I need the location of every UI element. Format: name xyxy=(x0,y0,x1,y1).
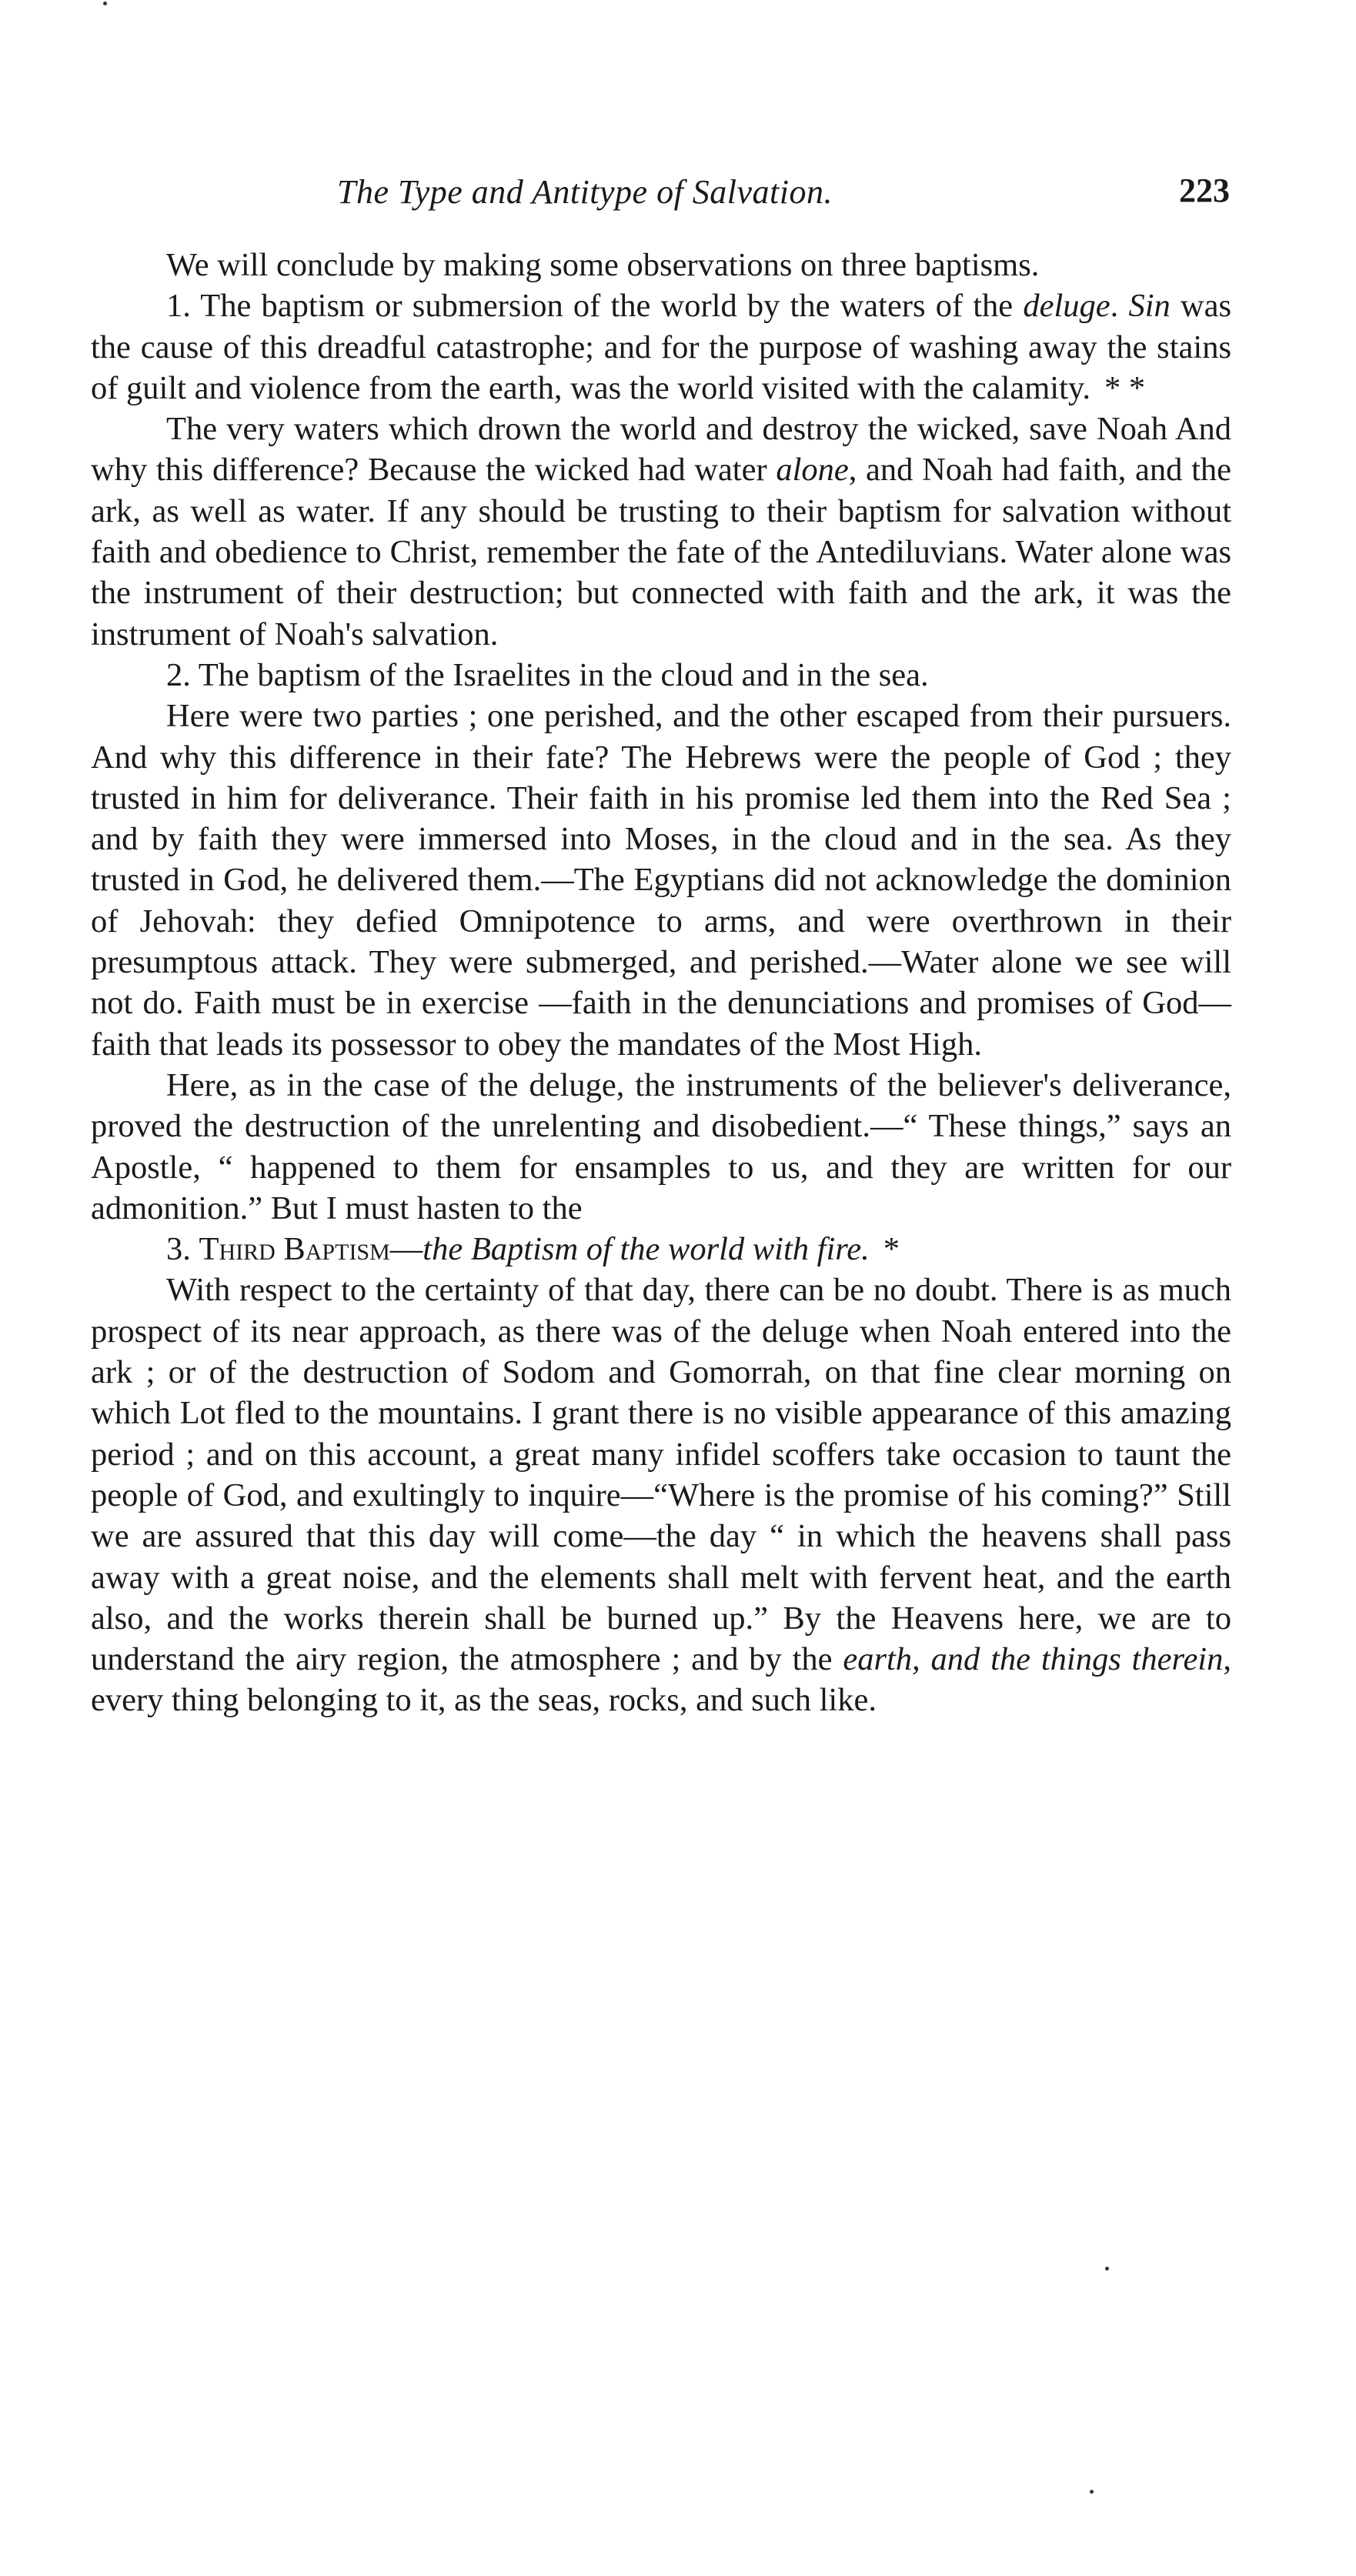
paragraph-intro xyxy=(91,245,1231,285)
believers-deliverance-text: Here, as in the case of the deluge, the instruments of the believer's deliverance, proved the destruction of the unrelenting and disobedient.—“ These things,” says an Apostle, “ happened to them for ensamples to us, and they are written for our admonition.” But I must hasten to the xyxy=(91,1066,1231,1226)
deluge-italic-word: deluge xyxy=(1023,288,1111,325)
deluge-text-c: . xyxy=(1110,288,1129,325)
certainty-text-c: , every thing belonging to it, as the seas, rocks, and such like. xyxy=(91,1641,1231,1719)
third-baptism-italic-title: the Baptism of the world with fire. xyxy=(422,1231,870,1268)
paragraph-deluge xyxy=(91,285,1231,409)
two-parties-text: Here were two parties ; one perished, and the other escaped from their pursuers. And why this difference in their fate? The Hebrews were the people of God ; they trusted in him for deliverance. Their faith in his promise led them into the Red Sea ; and by faith they were immersed into Moses, in the cloud and in the sea. As they trusted in God, he delivered them.—The Egyptians did not acknowledge the dominion of Jehovah: they defied Omnipotence to arms, and were overthrown in their presumptous attack. They were submerged, and perished.—Water alone we see will not do. Faith must be in exercise —faith in the denunciations and promises of God—faith that leads its possessor to obey the mandates of the Most High. xyxy=(91,698,1231,1063)
alone-italic-word: alone xyxy=(776,452,849,489)
israelites-heading-text: 2. The baptism of the Israelites in the cloud and in the sea. xyxy=(166,656,929,693)
certainty-text-a: With respect to the certainty of that day, there can be no doubt. There is as much prospect of its near approach, as there was of the deluge when Noah entered into the ark ; or of the destruction of Sodom and Gomorrah, on that fine clear morning on which Lot fled to the mountains. I grant there is no visible appearance of this amazing period ; and on this account, a great many infidel scoffers take occasion to taunt the people of God, and exultingly to inquire—“Where is the promise of his coming?” Still we are assured that this day will come—the day “ in which the heavens shall pass away with a great noise, and the elements shall melt with fervent heat, and the earth also, and the works therein shall be burned up.” By the Heavens here, we are to understand the airy region, the atmosphere ; and by the xyxy=(91,1272,1231,1678)
body-text xyxy=(91,245,1231,1721)
third-baptism-smallcaps: Third Baptism xyxy=(199,1231,390,1268)
asterisk-marks: * * xyxy=(1104,369,1146,406)
page-number: 223 xyxy=(1179,172,1230,209)
deluge-text-e: was the cause of this dreadful catastrophe; and for the purpose of washing away the stains of guilt and violence from the earth, was the world visited with the calamity. xyxy=(91,288,1232,406)
third-baptism-dash: — xyxy=(389,1231,423,1268)
paragraph-certainty xyxy=(91,1270,1231,1720)
deluge-text-a: 1. The baptism or submersion of the world by the waters of the xyxy=(166,288,1024,325)
sin-italic-word: Sin xyxy=(1128,288,1171,325)
running-title: The Type and Antitype of Salvation. xyxy=(337,173,833,211)
paragraph-waters xyxy=(91,409,1231,655)
paragraph-two-parties xyxy=(91,696,1231,1065)
paragraph-israelites-heading xyxy=(91,655,1231,696)
paragraph-intro-text: We will conclude by making some observations on three baptisms. xyxy=(166,247,1040,283)
page-header xyxy=(91,168,1230,222)
ink-speck xyxy=(103,2,107,5)
ink-speck xyxy=(1090,2490,1094,2494)
asterisk-mark: * xyxy=(883,1231,900,1268)
earth-italic-phrase: earth, and the things therein xyxy=(843,1641,1224,1678)
paragraph-believers-deliverance xyxy=(91,1065,1231,1229)
waters-text-c: , and Noah had faith, and the ark, as well as water. If any should be trusting to their baptism for salvation without faith and obedience to Christ, remember the fate of the Antediluvians. Water alone was the instrument of their destruction; but connected with faith and the ark, it was the instrument of Noah's salvation. xyxy=(91,452,1231,652)
ink-speck xyxy=(1105,2267,1109,2271)
third-baptism-number: 3. xyxy=(166,1231,199,1268)
paragraph-third-baptism-heading xyxy=(91,1229,1231,1270)
waters-text-a: The very waters which drown the world and destroy the wicked, save Noah And why this difference? Because the wicked had water xyxy=(91,411,1231,489)
